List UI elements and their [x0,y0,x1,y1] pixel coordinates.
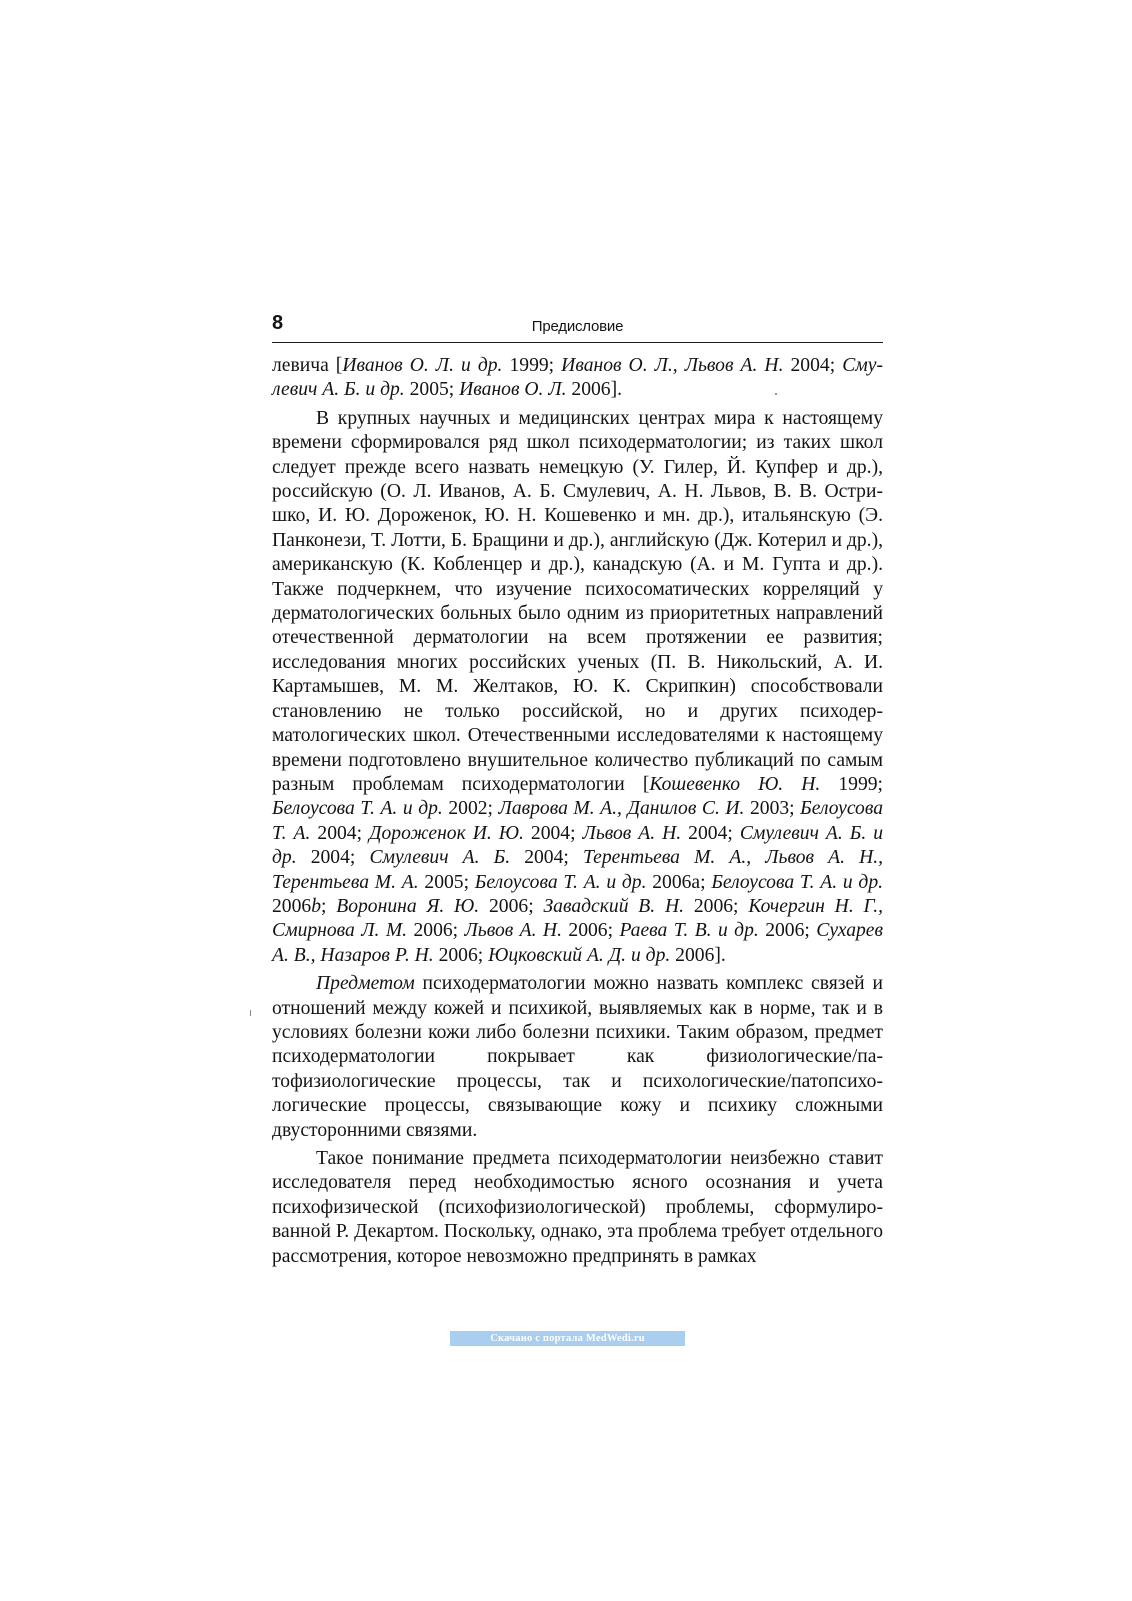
italic-text: Кочергин Н. Г., Смирнова Л. М. [272,895,884,942]
italic-text: Лаврова М. А., Данилов С. И. [498,798,745,820]
paragraph-2 [272,407,883,968]
italic-text: Юцковский А. Д. и др. [488,944,671,966]
text-run: 2006; [561,920,620,942]
text-run: левича [ [272,355,343,376]
margin-mark [250,1010,251,1016]
text-run: 2004; [681,822,740,844]
italic-text: Белоусова Т. А. [272,798,883,844]
text-run: ; [320,895,337,917]
italic-text: Воронина Я. Ю. [336,895,480,917]
download-banner: Скачано с портала MedWedi.ru [450,1331,685,1346]
text-run: 2006; [684,895,749,917]
text-run: 2004; [510,847,583,869]
page-header [272,312,883,343]
italic-text: Белоусова Т. А. и др. [272,798,443,820]
text-run: 2004; [783,355,843,376]
italic-text: Дороженок И. Ю. [369,822,524,844]
italic-text: Белоусова Т. А. и др. [474,871,647,893]
italic-text: Предметом [316,973,415,995]
text-run: 2006]. [670,944,726,966]
running-head: Предисловие [531,318,624,335]
paragraph-4 [272,1147,883,1269]
body-text [272,354,883,1269]
italic-text: Львов А. Н. [464,920,562,942]
text-run: Такое понимание предмета психодерматологии неизбежно ставит исследователя перед необходимостью ясного осознания и учета психофизической (психофизиологической) проблемы, сформулированной Р. Декартом. Поскольку, однако, эта проблема требует отдельного рассмотрения, которое невозможно предпринять в рамках [272,1148,883,1267]
italic-text: Смулевич А. Б. и др. [272,355,883,401]
italic-text: Иванов О. Л. и др. [342,355,503,376]
text-run: 2006; [433,944,489,966]
italic-text: Смулевич А. Б. и др. [272,822,884,869]
text-run: 2005; [418,871,475,893]
italic-text: Терентьева М. А., Львов А. Н., Терентьева М. А. [272,847,884,893]
text-run: 2003; [744,798,801,820]
text-run: 2006 [272,895,312,917]
text-run: 2004; [296,847,370,869]
text-run: психодерматологии можно назвать комплекс связей и отношений между кожей и психикой, выявляемых как в норме, так и в условиях болезни кожи либо болезни психики. Таким образом, предмет психодерматологии покрывает как физиологические/патофизиологические процессы, так и психологические/патопсихологические процессы, связывающие кожу и психику сложными двусторонними связями. [272,973,883,1141]
text-run: 2004; [523,822,583,844]
text-run: 2006; [758,920,817,942]
text-run: В крупных научных и медицинских центрах мира к настоящему времени сформировался ряд школ психодерматологии; из таких школ следует прежде всего назвать немецкую (У. Гилер, Й. Купфер и др.), российскую (О. Л. Иванов, А. Б. Смулевич, А. Н. Львов, В. В. Остришко, И. Ю. Дороженок, Ю. Н. Кошевенко и мн. др.), итальянскую (Э. Панконези, Т. Лотти, Б. Бращини и др.), английскую (Дж. Котерил и др.), американскую (К. Кобленцер и др.), канадскую (А. и М. Гупта и др.). Также подчеркнем, что изучение психосоматических корреляций у дерматологических больных было одним из приоритетных направлений отечественной дерматологии на всем протяжении ее развития; исследования многих российских ученых (П. В. Никольский, А. И. Картамышев, М. М. Желтаков, Ю. К. Скрипкин) способствовали становлению не только российской, но и других психодерматологических школ. Отечественными исследователями к настоящему времени подготовлено внушительное количество публикаций по самым разным проблемам психодерматологии [ [272,407,883,795]
page-number: 8 [272,312,284,334]
text-run: 2002; [442,798,499,820]
italic-text: b [311,895,321,917]
italic-text: Сухарев А. В., Назаров Р. Н. [272,920,883,966]
italic-text: Кошевенко Ю. Н. [649,773,821,795]
italic-text: Завадский В. Н. [543,895,685,917]
text-run: 1999; [820,773,883,795]
italic-text: Иванов О. Л. [459,379,567,401]
text-run: 2006]. [566,379,623,401]
italic-text: Смулевич А. Б. [369,847,511,869]
paragraph-3 [272,972,883,1143]
text-run: 2005; [404,379,460,401]
italic-text: Львов А. Н. [582,822,682,844]
text-run: 2006a; [646,871,712,893]
text-run: 2006; [479,895,544,917]
text-run: 2006; [407,920,465,942]
paragraph-1 [272,354,883,403]
italic-text: Раева Т. В. и др. [619,920,759,942]
text-run: 1999; [502,355,562,376]
italic-text: Белоусова Т. А. и др. [711,871,884,893]
italic-text: Иванов О. Л., Львов А. Н. [561,355,784,376]
text-run: 2004; [310,822,370,844]
